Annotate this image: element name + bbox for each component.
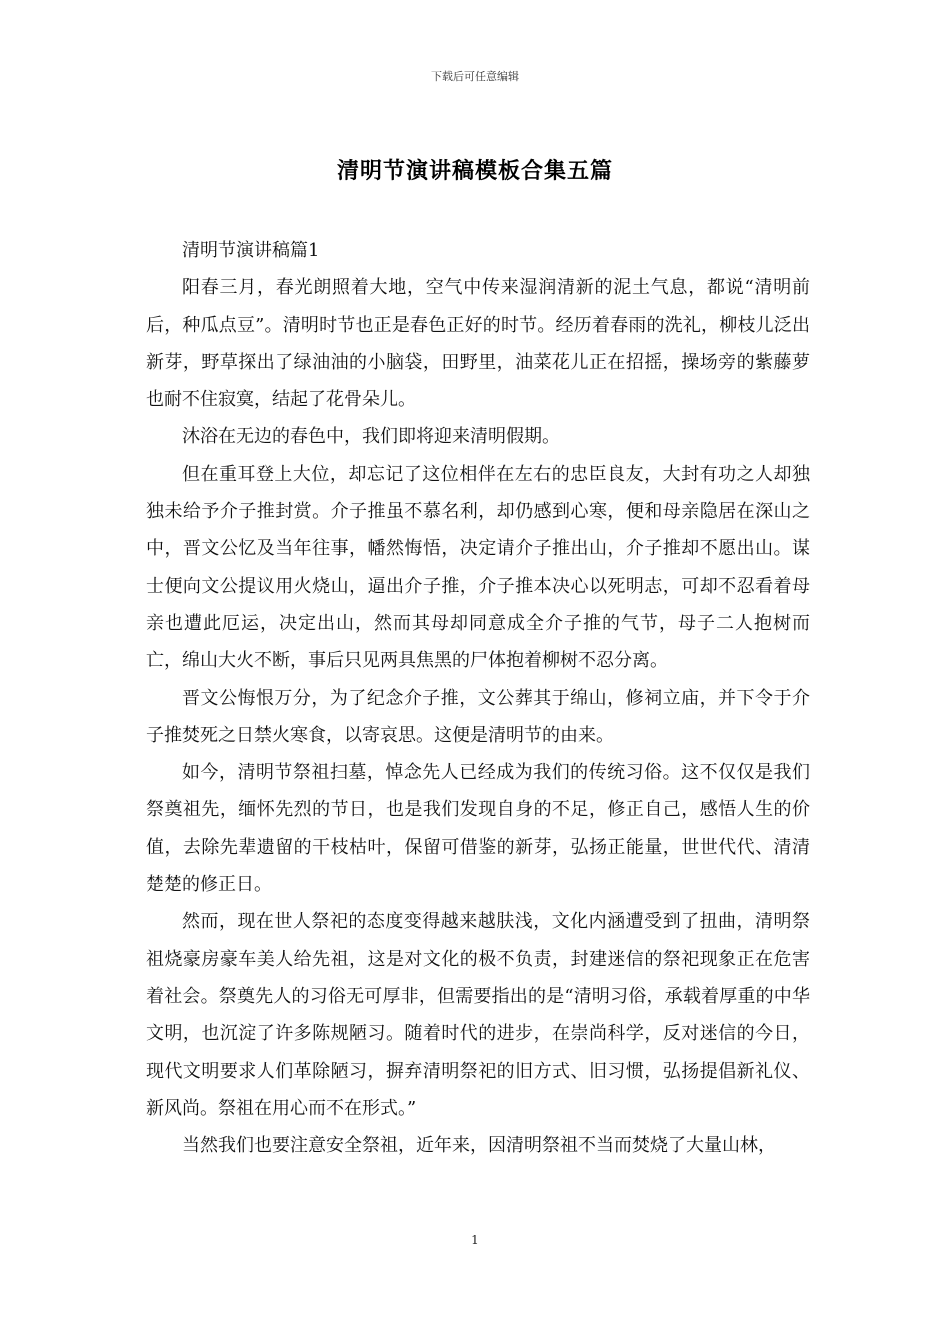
paragraph: 但在重耳登上大位，却忘记了这位相伴在左右的忠臣良友，大封有功之人却独独未给予介子推封赏。介子推虽不慕名利，却仍感到心寒，便和母亲隐居在深山之中，晋文公忆及当年往事，幡然悔悟，决定请介子推出山，介子推却不愿出山。谋士便向文公提议用火烧山，逼出介子推，介子推本决心以死明志，可却不忍看着母亲也遭此厄运，决定出山，然而其母却同意成全介子推的气节，母子二人抱树而亡，绵山大火不断，事后只见两具焦黑的尸体抱着柳树不忍分离。 xyxy=(146,463,810,672)
paragraph: 晋文公悔恨万分，为了纪念介子推，文公葬其于绵山，修祠立庙，并下令于介子推焚死之日禁火寒食，以寄哀思。这便是清明节的由来。 xyxy=(146,687,810,746)
document-body xyxy=(146,232,810,1164)
paragraph: 阳春三月，春光朗照着大地，空气中传来湿润清新的泥土气息，都说“清明前后，种瓜点豆”。清明时节也正是春色正好的时节。经历着春雨的洗礼，柳枝儿泛出新芽，野草探出了绿油油的小脑袋，田野里，油菜花儿正在招摇，操场旁的紫藤萝也耐不住寂寞，结起了花骨朵儿。 xyxy=(146,277,810,411)
paragraph: 当然我们也要注意安全祭祖，近年来，因清明祭祖不当而焚烧了大量山林， xyxy=(182,1135,776,1157)
section-heading: 清明节演讲稿篇1 xyxy=(182,240,320,261)
paragraph: 沐浴在无边的春色中，我们即将迎来清明假期。 xyxy=(182,426,560,448)
paragraph: 然而，现在世人祭祀的态度变得越来越肤浅，文化内涵遭受到了扭曲，清明祭祖烧豪房豪车美人给先祖，这是对文化的极不负责，封建迷信的祭祀现象正在危害着社会。祭奠先人的习俗无可厚非，但需要指出的是“清明习俗，承载着厚重的中华文明，也沉淀了许多陈规陋习。随着时代的进步，在崇尚科学，反对迷信的今日，现代文明要求人们革除陋习，摒弃清明祭祀的旧方式、旧习惯，弘扬提倡新礼仪、新风尚。祭祖在用心而不在形式。” xyxy=(146,911,810,1119)
header-note: 下载后可任意编辑 xyxy=(431,70,519,83)
document-title: 清明节演讲稿模板合集五篇 xyxy=(336,158,613,184)
paragraph: 如今，清明节祭祖扫墓，悼念先人已经成为我们的传统习俗。这不仅仅是我们祭奠祖先，缅怀先烈的节日，也是我们发现自身的不足，修正自己，感悟人生的价值，去除先辈遗留的干枝枯叶，保留可借鉴的新芽，弘扬正能量，世世代代、清清楚楚的修正日。 xyxy=(146,762,810,896)
page-number: 1 xyxy=(471,1233,479,1247)
